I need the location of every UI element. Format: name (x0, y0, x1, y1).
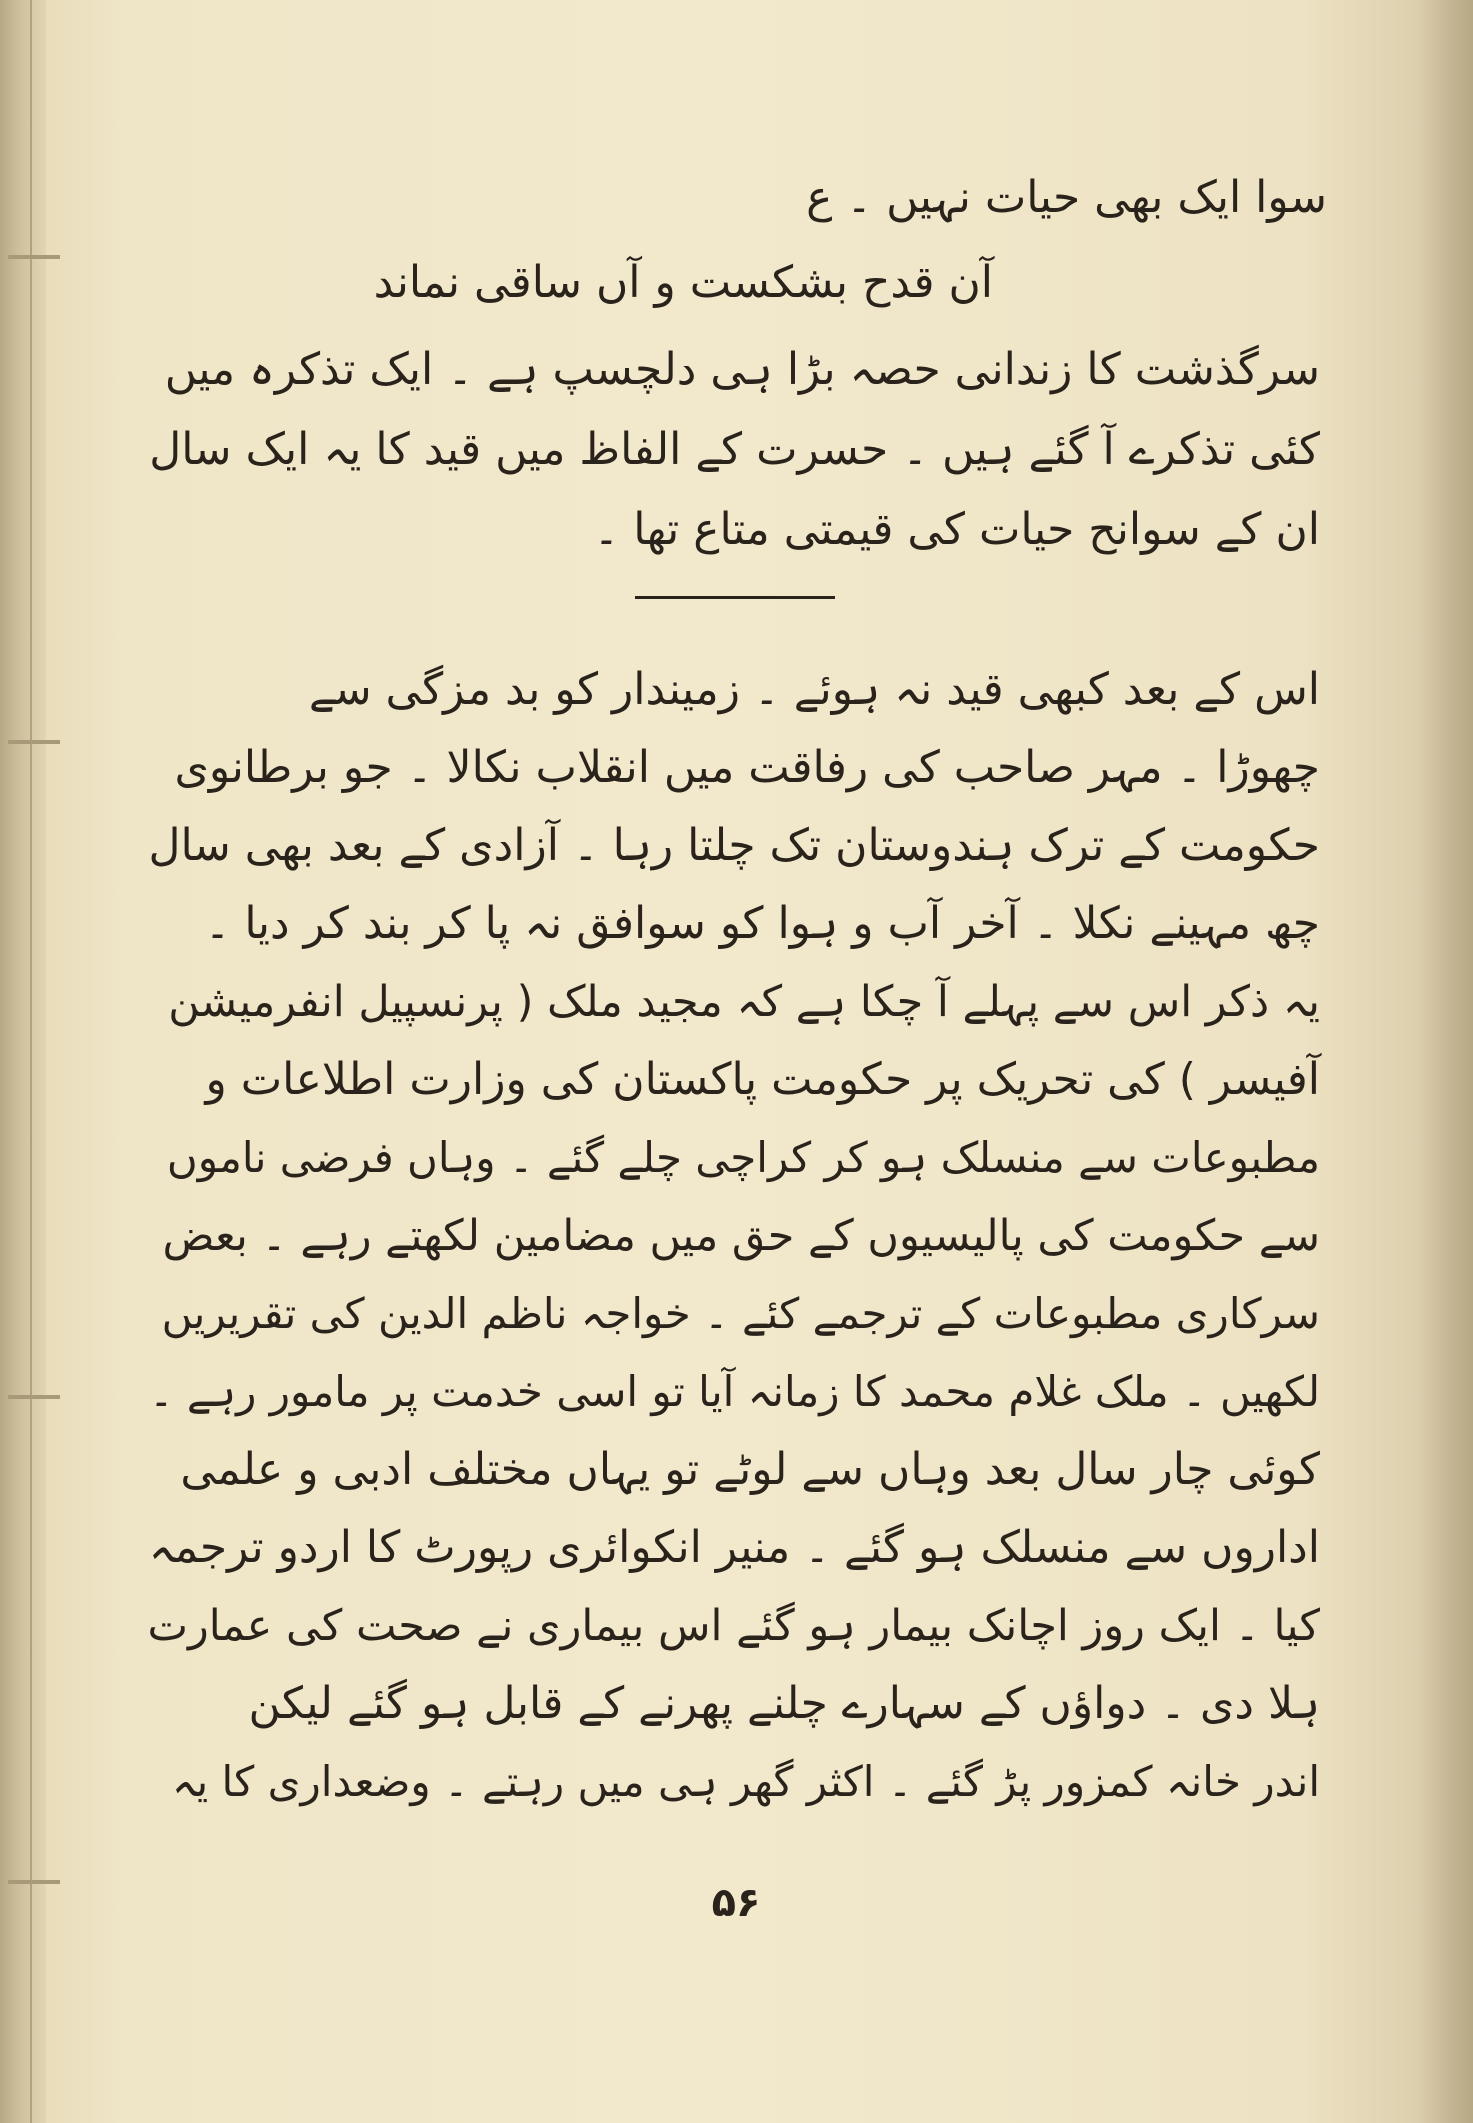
page-edge-shadow (1413, 0, 1473, 2123)
section-divider (635, 596, 835, 599)
text-line: اندر خانہ کمزور پڑ گئے ۔ اکثر گھر ہی میں رہتے ۔ وضعداری کا یہ (171, 1757, 1320, 1806)
text-line: یہ ذکر اس سے پہلے آ چکا ہے کہ مجید ملک ( پرنسپیل انفرمیشن (168, 977, 1320, 1027)
text-line: سرکاری مطبوعات کے ترجمے کئے ۔ خواجہ ناظم الدین کی تقریریں (161, 1289, 1320, 1338)
binding-stitch (8, 740, 60, 744)
text-line: کئی تذکرے آ گئے ہیں ۔ حسرت کے الفاظ میں قید کا یہ ایک سال (149, 424, 1320, 475)
text-line: سے حکومت کی پالیسیوں کے حق میں مضامین لکھتے رہے ۔ بعض (162, 1211, 1320, 1261)
text-line: ہلا دی ۔ دواؤں کے سہارے چلنے پھرنے کے قابل ہو گئے لیکن (248, 1678, 1320, 1729)
text-line: آفیسر ) کی تحریک پر حکومت پاکستان کی وزارت اطلاعات و (205, 1054, 1320, 1105)
text-line: سرگذشت کا زندانی حصہ بڑا ہی دلچسپ ہے ۔ ایک تذکرہ میں (164, 344, 1320, 395)
text-line: چھ مہینے نکلا ۔ آخر آب و ہوا کو سوافق نہ پا کر بند کر دیا ۔ (204, 898, 1320, 949)
verse-line-2: آن قدح بشکست و آں ساقی نماند (373, 257, 993, 308)
binding-stitch (8, 1395, 60, 1399)
text-line: کوئی چار سال بعد وہاں سے لوٹے تو یہاں مختلف ادبی و علمی (180, 1444, 1320, 1495)
text-line: ان کے سوانح حیات کی قیمتی متاع تھا ۔ (593, 504, 1320, 555)
text-line: حکومت کے ترک ہندوستان تک چلتا رہا ۔ آزادی کے بعد بھی سال (148, 820, 1320, 871)
verse-line-1: سوا ایک بھی حیات نہیں ۔ ع (806, 172, 1327, 223)
text-line: چھوڑا ۔ مہر صاحب کی رفاقت میں انقلاب نکالا ۔ جو برطانوی (174, 742, 1320, 793)
page-binding (0, 0, 46, 2123)
binding-fold-line (30, 0, 32, 2123)
binding-stitch (8, 255, 60, 259)
binding-stitch (8, 1880, 60, 1884)
text-line: کیا ۔ ایک روز اچانک بیمار ہو گئے اس بیماری نے صحت کی عمارت (147, 1601, 1320, 1651)
text-line: اس کے بعد کبھی قید نہ ہوئے ۔ زمیندار کو بد مزگی سے (308, 664, 1320, 715)
text-line: مطبوعات سے منسلک ہو کر کراچی چلے گئے ۔ وہاں فرضی ناموں (166, 1133, 1320, 1182)
page-number: ۵۶ (711, 1880, 761, 1926)
text-line: لکھیں ۔ ملک غلام محمد کا زمانہ آیا تو اسی خدمت پر مامور رہے ۔ (148, 1367, 1320, 1416)
text-line: اداروں سے منسلک ہو گئے ۔ منیر انکوائری رپورٹ کا اردو ترجمہ (148, 1522, 1320, 1573)
